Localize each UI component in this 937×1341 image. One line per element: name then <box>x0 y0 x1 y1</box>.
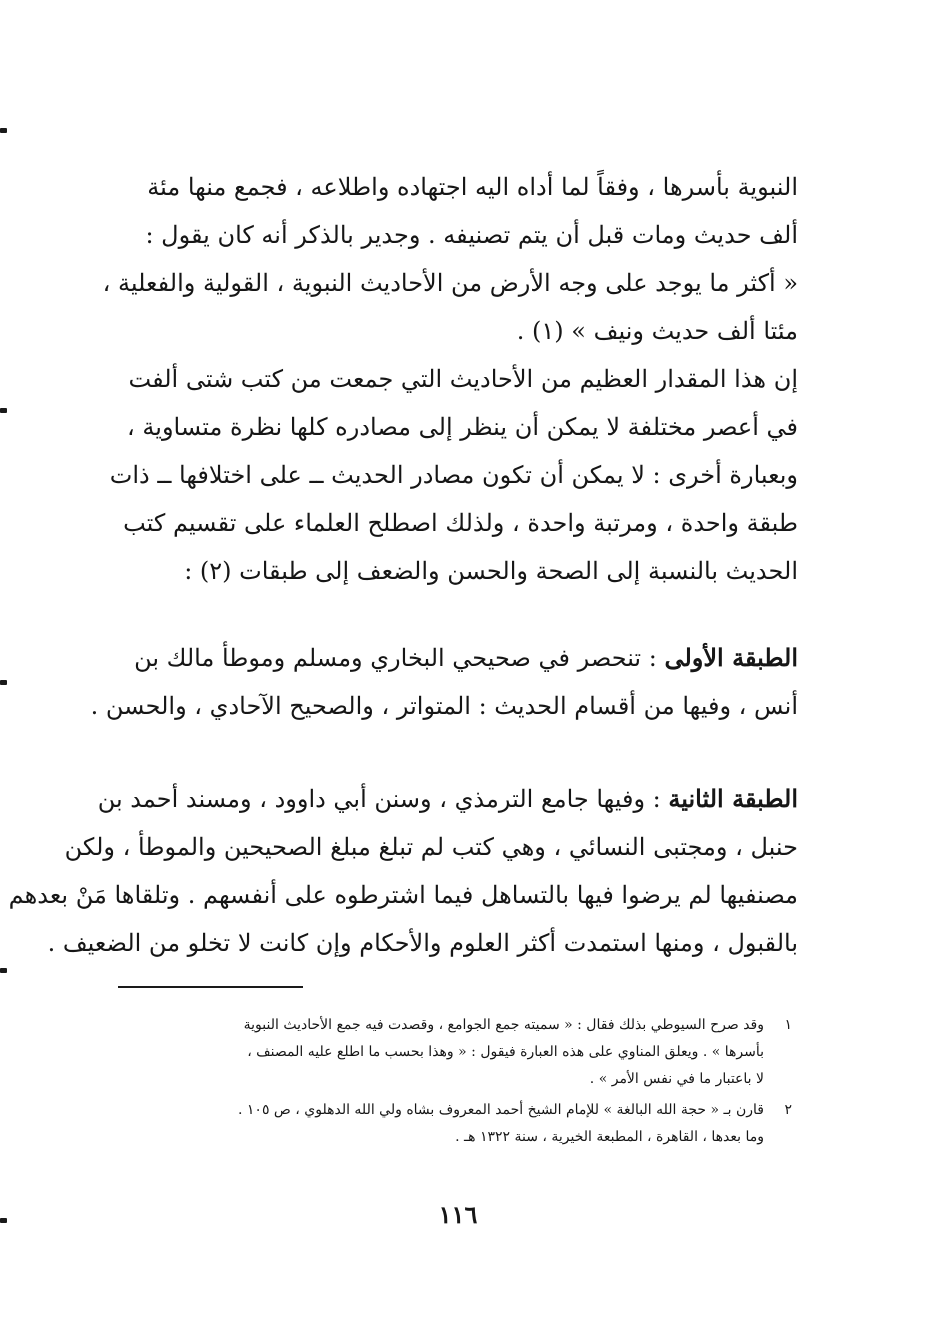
footnote-line: وقد صرح السيوطي بذلك فقال : « سميته جمع الجوامع ، وقصدت فيه جمع الأحاديث النبوية <box>243 1017 764 1033</box>
text-run: : تنحصر في صحيحي البخاري ومسلم وموطأ مالك بن <box>134 644 665 672</box>
section-heading: الطبقة الأولى <box>664 643 798 672</box>
paragraph-first-tier <box>90 634 798 730</box>
footnote-number: ٢ <box>784 1102 792 1118</box>
text-line: النبوية بأسرها ، وفقاً لما أداه اليه اجتهاده واطلاعه ، فجمع منها مئة <box>147 173 798 201</box>
footnote-line: لا باعتبار ما في نفس الأمر » . <box>589 1071 764 1087</box>
margin-mark <box>0 408 7 413</box>
text-line: مصنفيها لم يرضوا فيها بالتساهل فيما اشترطوه على أنفسهم . وتلقاها مَنْ بعدهم <box>8 881 798 909</box>
margin-mark <box>0 968 7 973</box>
text-line <box>118 634 798 682</box>
text-run: : وفيها جامع الترمذي ، وسنن أبي داوود ، ومسند أحمد بن <box>97 785 669 813</box>
margin-mark <box>0 680 7 685</box>
section-heading: الطبقة الثانية <box>668 784 798 813</box>
footnotes <box>118 1012 798 1151</box>
margin-mark <box>0 1218 7 1223</box>
text-line: أنس ، وفيها من أقسام الحديث : المتواتر ، والصحيح الآحادي ، والحسن . <box>90 692 798 720</box>
margin-mark <box>0 128 7 133</box>
text-line: في أعصر مختلفة لا يمكن أن ينظر إلى مصادره كلها نظرة متساوية ، <box>127 413 798 441</box>
footnote <box>118 1097 798 1151</box>
footnote <box>118 1012 798 1093</box>
text-line: الحديث بالنسبة إلى الصحة والحسن والضعف إلى طبقات (٢) : <box>184 557 798 585</box>
text-line: بالقبول ، ومنها استمدت أكثر العلوم والأحكام وإن كانت لا تخلو من الضعيف . <box>47 929 798 957</box>
footnote-line: بأسرها » . ويعلق المناوي على هذه العبارة فيقول : « وهذا بحسب ما اطلع عليه المصنف ، <box>247 1044 764 1060</box>
text-line: « أكثر ما يوجد على وجه الأرض من الأحاديث النبوية ، القولية والفعلية ، <box>102 269 798 297</box>
text-line: ألف حديث ومات قبل أن يتم تصنيفه . وجدير بالذكر أنه كان يقول : <box>145 221 798 249</box>
text-line: وبعبارة أخرى : لا يمكن أن تكون مصادر الحديث ــ على اختلافها ــ ذات <box>109 461 798 489</box>
paragraph-1 <box>102 163 798 355</box>
text-line: طبقة واحدة ، ومرتبة واحدة ، ولذلك اصطلح العلماء على تقسيم كتب <box>123 509 798 537</box>
footnote-line: وما بعدها ، القاهرة ، المطبعة الخيرية ، سنة ١٣٢٢ هـ . <box>455 1129 764 1145</box>
book-page <box>8 0 798 1341</box>
footnote-number: ١ <box>784 1017 792 1033</box>
text-line: إن هذا المقدار العظيم من الأحاديث التي جمعت من كتب شتى ألفت <box>128 365 798 393</box>
page-number: ١١٦ <box>438 1200 478 1229</box>
paragraph-second-tier <box>8 775 798 967</box>
footnote-line: قارن بـ « حجة الله البالغة » للإمام الشيخ أحمد المعروف بشاه ولي الله الدهلوي ، ص ١٠٥ . <box>238 1102 764 1118</box>
footnote-separator <box>118 986 303 988</box>
text-line: حنبل ، ومجتبى النسائي ، وهي كتب لم تبلغ مبلغ الصحيحين والموطأ ، ولكن <box>64 833 798 861</box>
paragraph-2 <box>109 355 798 595</box>
text-line: مئتا ألف حديث ونيف » (١) . <box>516 317 798 345</box>
text-line <box>97 775 798 823</box>
